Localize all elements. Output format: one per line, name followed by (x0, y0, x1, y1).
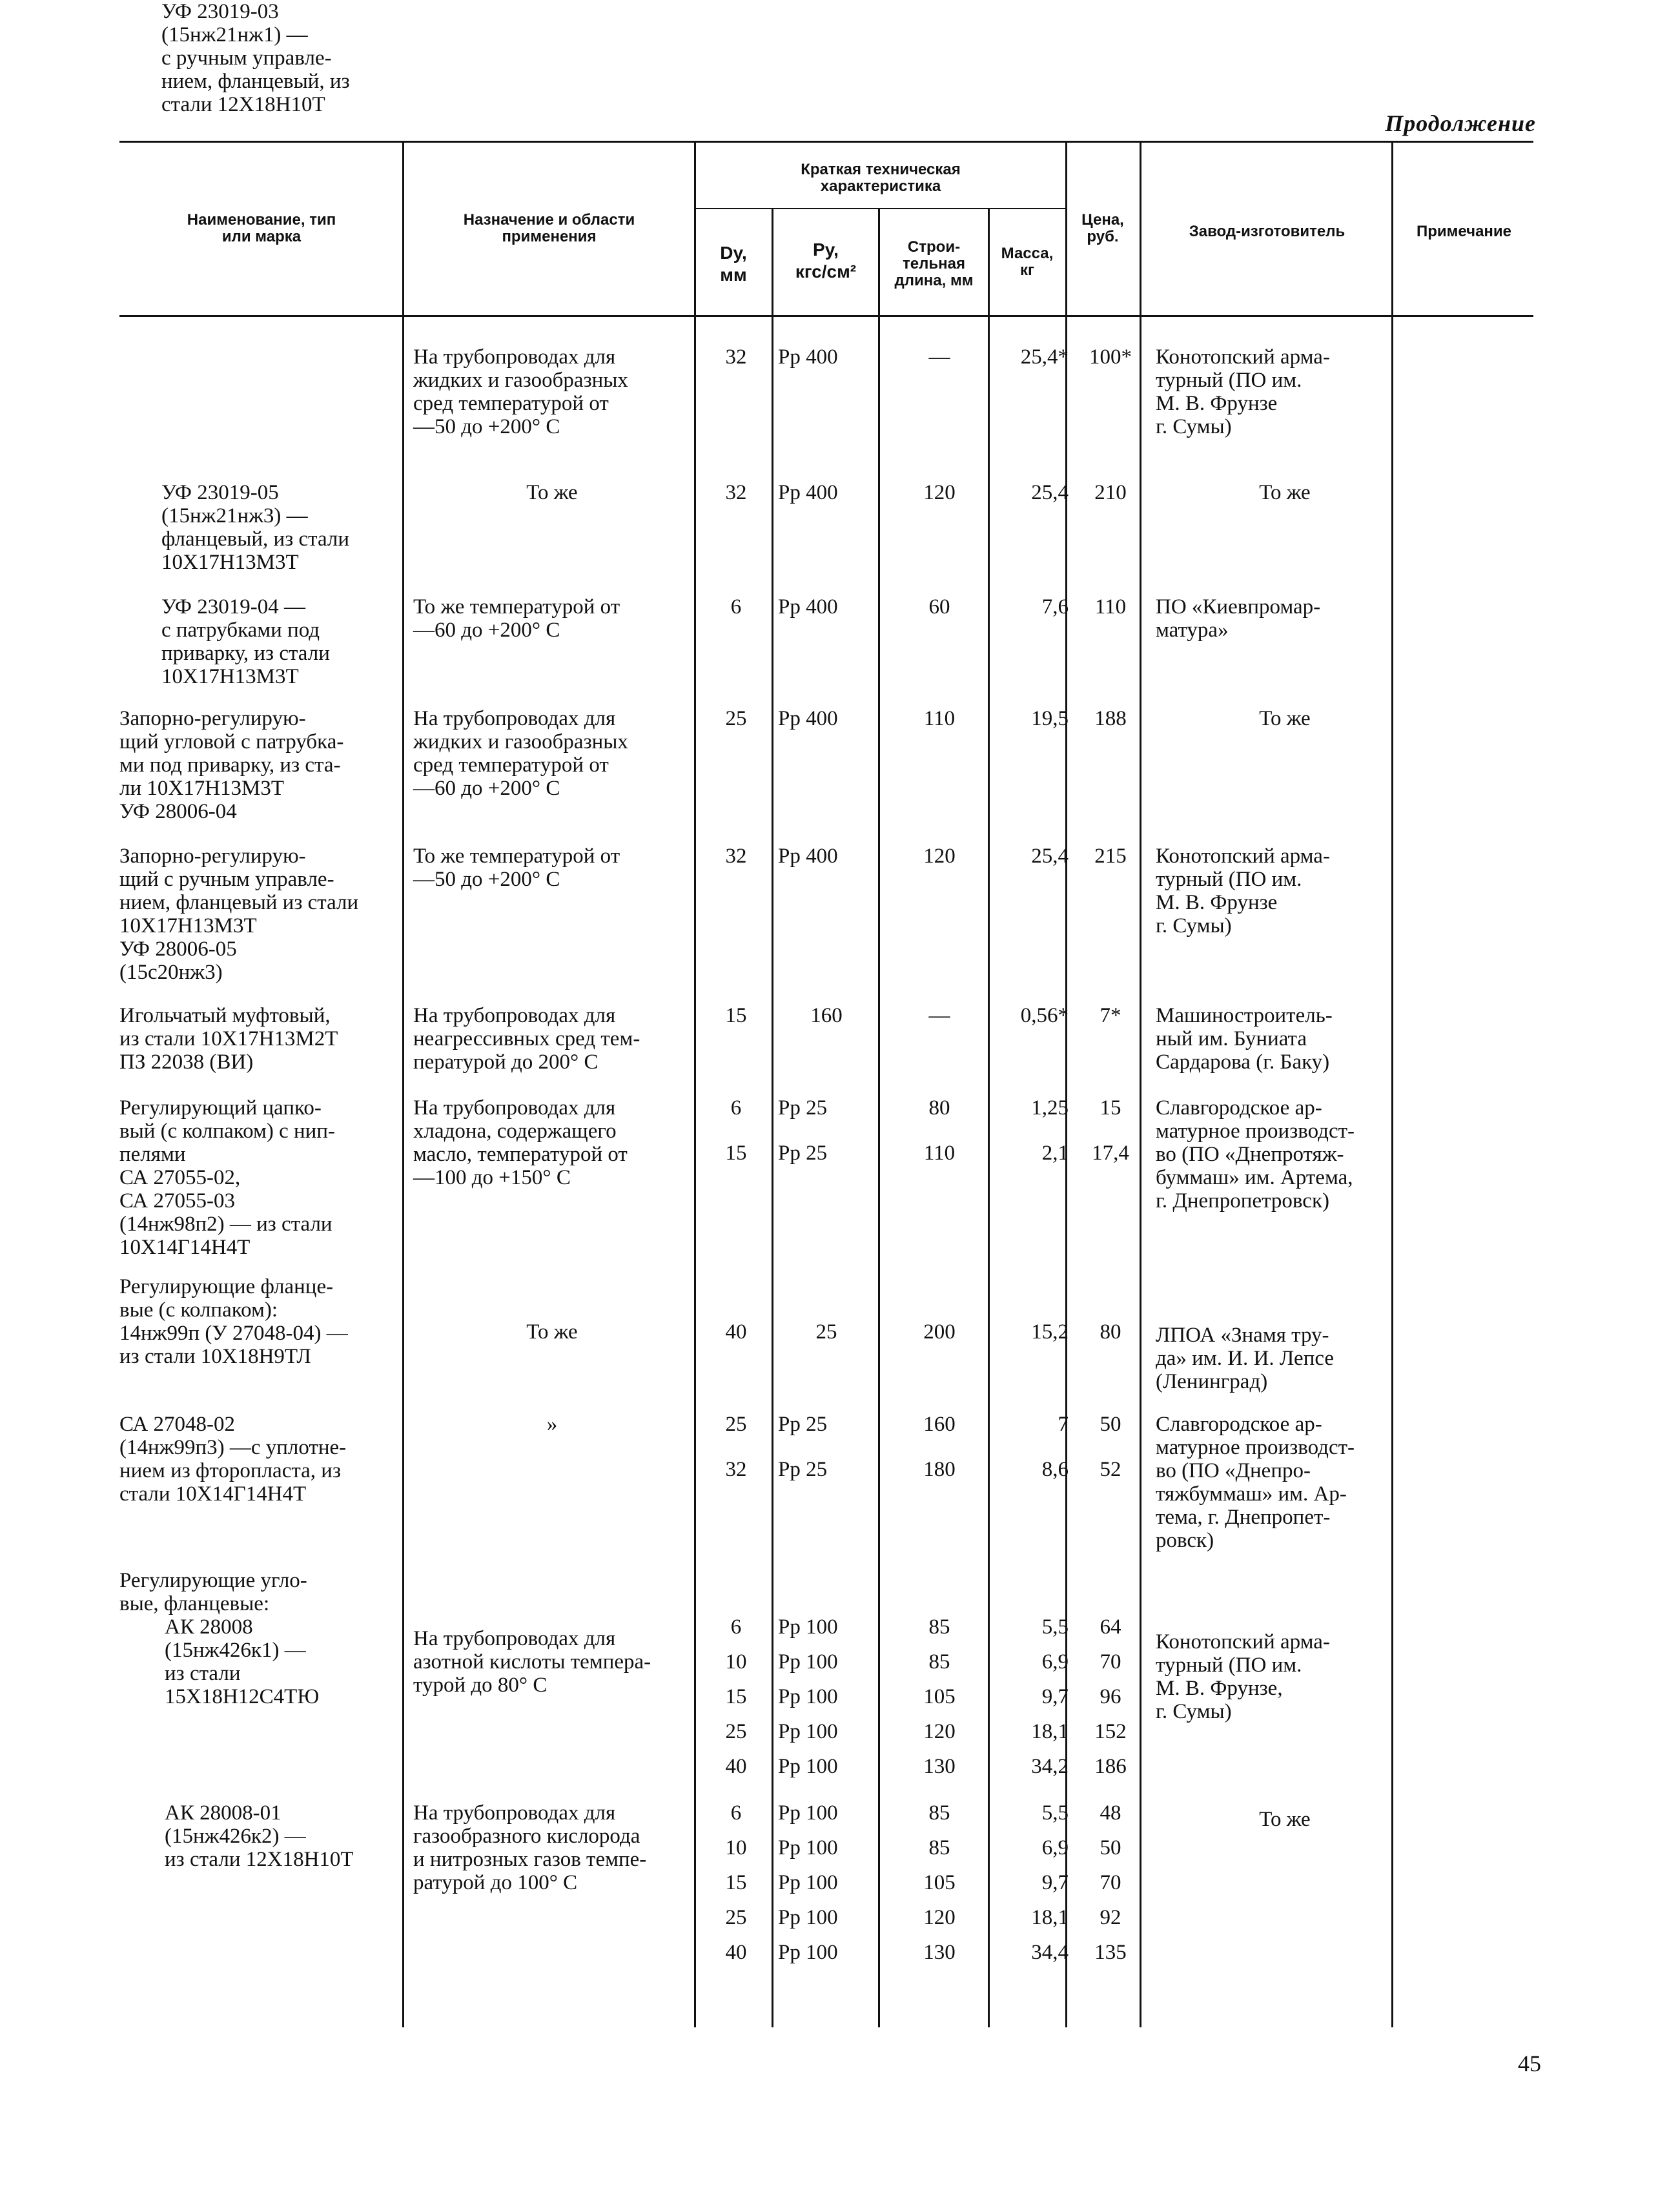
cell-price: 186 (1094, 1755, 1127, 1778)
cell-mass: 15,2 (1031, 1320, 1069, 1344)
cell-mass: 9,7 (1041, 1685, 1069, 1708)
cell-py: Pр 25 (778, 1413, 828, 1436)
cell-length: 120 (923, 845, 956, 868)
cell-py: 25 (815, 1320, 837, 1344)
table-top-rule (119, 141, 1533, 143)
cell-length: 80 (928, 1096, 950, 1120)
cell-length: 85 (928, 1615, 950, 1639)
header-tech-group: Краткая техническая характеристика (801, 161, 961, 195)
cell-dy: 10 (725, 1836, 747, 1859)
header-length: Строи- тельная длина, мм (894, 238, 974, 289)
cell-py: Pр 100 (778, 1650, 838, 1674)
cell-length: 105 (923, 1685, 956, 1708)
cell-price: 152 (1094, 1720, 1127, 1743)
header-purpose: Назначение и области применения (463, 211, 635, 245)
cell-price: 210 (1094, 481, 1127, 504)
cell-price: 188 (1094, 707, 1127, 730)
cell-mass: 7 (1058, 1413, 1069, 1436)
entry-name: Запорно-регулирую- щий угловой с патрубка- ми под приварку, из ста- ли 10Х17Н13М3Т УФ 28006-04 (119, 707, 344, 823)
cell-length: 180 (923, 1458, 956, 1481)
cell-price: 110 (1094, 595, 1127, 619)
cell-length: 85 (928, 1836, 950, 1859)
cell-py: Pр 100 (778, 1941, 838, 1964)
cell-py: Pр 400 (778, 345, 838, 369)
cell-dy: 6 (730, 595, 742, 619)
cell-mass: 0,56* (1020, 1004, 1069, 1027)
cell-dy: 25 (725, 1720, 747, 1743)
cell-length: 85 (928, 1801, 950, 1825)
cell-length: 85 (928, 1650, 950, 1674)
cell-dy: 6 (730, 1615, 742, 1639)
cell-price: 7* (1100, 1004, 1121, 1027)
cell-length: 105 (923, 1871, 956, 1894)
cell-mass: 25,4* (1020, 345, 1069, 369)
cell-price: 80 (1100, 1320, 1121, 1344)
entry-purpose: На трубопроводах для неагрессивных сред тем- пературой до 200° С (413, 1004, 640, 1074)
header-name: Наименование, тип или марка (187, 211, 336, 245)
cell-dy: 40 (725, 1941, 747, 1964)
cell-price: 100* (1089, 345, 1132, 369)
cell-dy: 25 (725, 1413, 747, 1436)
cell-mass: 34,2 (1031, 1755, 1069, 1778)
cell-price: 64 (1100, 1615, 1121, 1639)
cell-dy: 32 (725, 481, 747, 504)
header-dy: Dу, мм (720, 243, 747, 285)
header-bottom-rule (119, 315, 1533, 317)
cell-mass: 1,25 (1031, 1096, 1069, 1120)
cell-py: Pр 100 (778, 1720, 838, 1743)
cell-py: Pр 25 (778, 1142, 828, 1165)
entry-maker: Славгородское ар- матурное производст- во (ПО «Днепро- тяжбуммаш» им. Ар- тема, г. Днепропет- ровск) (1156, 1413, 1355, 1552)
entry-maker: Славгородское ар- матурное производст- во (ПО «Днепротяж- буммаш» им. Артема, г. Днепропетровск) (1156, 1096, 1355, 1213)
cell-length: 200 (923, 1320, 956, 1344)
cell-dy: 10 (725, 1650, 747, 1674)
cell-py: 160 (810, 1004, 843, 1027)
entry-purpose: На трубопроводах для газообразного кислорода и нитрозных газов темпе- ратурой до 100° С (413, 1801, 647, 1894)
cell-length: — (928, 1004, 950, 1027)
entry-name: АК 28008 (15нж426к1) — из стали 15Х18Н12С4ТЮ (165, 1615, 320, 1708)
cell-dy: 32 (725, 1458, 747, 1481)
cell-py: Pр 400 (778, 481, 838, 504)
cell-mass: 25,4 (1031, 481, 1069, 504)
cell-mass: 8,6 (1041, 1458, 1069, 1481)
col-divider-4 (878, 209, 880, 2027)
cell-length: 130 (923, 1941, 956, 1964)
cell-length: 120 (923, 1906, 956, 1929)
header-py: Pу, кгс/см² (795, 240, 857, 282)
entry-name: АК 28008-01 (15нж426к2) — из стали 12Х18Н10Т (165, 1801, 354, 1871)
cell-py: Pр 100 (778, 1755, 838, 1778)
entry-purpose: На трубопроводах для жидких и газообразных сред температурой от —50 до +200° С (413, 345, 628, 438)
cell-dy: 40 (725, 1320, 747, 1344)
cell-price: 50 (1100, 1836, 1121, 1859)
cell-price: 70 (1100, 1871, 1121, 1894)
entry-name: Запорно-регулирую- щий с ручным управле- нием, фланцевый из стали 10Х17Н13М3Т УФ 28006-05 (15с20нж3) (119, 845, 359, 984)
cell-length: 130 (923, 1755, 956, 1778)
entry-name: УФ 23019-04 — с патрубками под приварку, из стали 10Х17Н13М3Т (161, 595, 330, 688)
entry-name: Регулирующий цапко- вый (с колпаком) с нип- пелями СА 27055-02, СА 27055-03 (14нж98п2) — из стали 10Х14Г14Н4Т (119, 1096, 335, 1259)
cell-mass: 34,4 (1031, 1941, 1069, 1964)
cell-price: 48 (1100, 1801, 1121, 1825)
page-number: 45 (1518, 2051, 1541, 2076)
cell-mass: 25,4 (1031, 845, 1069, 868)
cell-length: — (928, 345, 950, 369)
cell-py: Pр 100 (778, 1906, 838, 1929)
cell-py: Pр 100 (778, 1685, 838, 1708)
cell-price: 135 (1094, 1941, 1127, 1964)
cell-dy: 25 (725, 1906, 747, 1929)
cell-mass: 6,9 (1041, 1650, 1069, 1674)
cell-mass: 19,5 (1031, 707, 1069, 730)
cell-mass: 18,1 (1031, 1906, 1069, 1929)
entry-name: УФ 23019-03 (15нж21нж1) — с ручным управле- нием, фланцевый, из стали 12Х18Н10Т (161, 0, 350, 116)
entry-group-title: Регулирующие угло- вые, фланцевые: (119, 1569, 307, 1615)
cell-py: Pр 100 (778, 1871, 838, 1894)
header-mass: Масса, кг (1001, 245, 1054, 279)
cell-price: 96 (1100, 1685, 1121, 1708)
entry-maker: Конотопский арма- турный (ПО им. М. В. Фрунзе г. Сумы) (1156, 345, 1330, 438)
entry-purpose: То же температурой от —60 до +200° С (413, 595, 620, 642)
header-note: Примечание (1416, 223, 1512, 240)
cell-dy: 15 (725, 1871, 747, 1894)
cell-length: 160 (923, 1413, 956, 1436)
cell-dy: 25 (725, 707, 747, 730)
cell-length: 110 (923, 707, 956, 730)
cell-py: Pр 400 (778, 595, 838, 619)
cell-py: Pр 25 (778, 1096, 828, 1120)
col-divider-7 (1140, 142, 1141, 2027)
cell-dy: 15 (725, 1685, 747, 1708)
cell-dy: 32 (725, 345, 747, 369)
cell-py: Pр 100 (778, 1836, 838, 1859)
cell-mass: 2,1 (1041, 1142, 1069, 1165)
cell-price: 50 (1100, 1413, 1121, 1436)
cell-length: 110 (923, 1142, 956, 1165)
cell-price: 52 (1100, 1458, 1121, 1481)
entry-maker: То же (1259, 1808, 1311, 1831)
entry-maker: То же (1259, 707, 1311, 730)
entry-purpose: » (546, 1413, 558, 1436)
cell-dy: 15 (725, 1142, 747, 1165)
cell-dy: 40 (725, 1755, 747, 1778)
cell-py: Pр 100 (778, 1615, 838, 1639)
col-divider-1 (402, 142, 404, 2027)
entry-purpose: То же (526, 481, 578, 504)
cell-mass: 5,5 (1041, 1615, 1069, 1639)
cell-py: Pр 400 (778, 845, 838, 868)
col-divider-2 (694, 142, 696, 2027)
cell-py: Pр 400 (778, 707, 838, 730)
col-divider-3 (772, 209, 773, 2027)
cell-py: Pр 100 (778, 1801, 838, 1825)
cell-mass: 9,7 (1041, 1871, 1069, 1894)
cell-dy: 6 (730, 1801, 742, 1825)
header-maker: Завод-изготовитель (1189, 223, 1345, 240)
entry-maker: Конотопский арма- турный (ПО им. М. В. Фрунзе г. Сумы) (1156, 845, 1330, 937)
cell-length: 120 (923, 1720, 956, 1743)
cell-price: 215 (1094, 845, 1127, 868)
cell-length: 60 (928, 595, 950, 619)
cell-dy: 6 (730, 1096, 742, 1120)
entry-maker: ПО «Киевпромар- матура» (1156, 595, 1321, 642)
cell-mass: 18,1 (1031, 1720, 1069, 1743)
col-divider-6 (1065, 142, 1067, 2027)
entry-purpose: На трубопроводах для жидких и газообразных сред температурой от —60 до +200° С (413, 707, 628, 800)
cell-dy: 32 (725, 845, 747, 868)
continuation-label: Продолжение (1385, 110, 1536, 136)
cell-price: 92 (1100, 1906, 1121, 1929)
cell-length: 120 (923, 481, 956, 504)
entry-name: Регулирующие фланце- вые (с колпаком): 14нж99п (У 27048-04) — из стали 10Х18Н9ТЛ (119, 1275, 348, 1368)
entry-purpose: То же температурой от —50 до +200° С (413, 845, 620, 891)
entry-maker: То же (1259, 481, 1311, 504)
cell-py: Pр 25 (778, 1458, 828, 1481)
entry-purpose: На трубопроводах для хладона, содержащего масло, температурой от —100 до +150° С (413, 1096, 628, 1189)
cell-price: 70 (1100, 1650, 1121, 1674)
cell-mass: 6,9 (1041, 1836, 1069, 1859)
cell-price: 17,4 (1092, 1142, 1129, 1165)
entry-purpose: То же (526, 1320, 578, 1344)
entry-name: СА 27048-02 (14нж99п3) —с уплотне- нием из фторопласта, из стали 10Х14Г14Н4Т (119, 1413, 347, 1506)
cell-mass: 7,6 (1041, 595, 1069, 619)
cell-dy: 15 (725, 1004, 747, 1027)
entry-purpose: На трубопроводах для азотной кислоты темпера- турой до 80° С (413, 1627, 651, 1697)
cell-mass: 5,5 (1041, 1801, 1069, 1825)
entry-maker: Машиностроитель- ный им. Буниата Сардарова (г. Баку) (1156, 1004, 1333, 1074)
entry-name: УФ 23019-05 (15нж21нж3) — фланцевый, из стали 10Х17Н13М3Т (161, 481, 350, 574)
entry-maker: Конотопский арма- турный (ПО им. М. В. Фрунзе, г. Сумы) (1156, 1630, 1330, 1723)
cell-price: 15 (1100, 1096, 1121, 1120)
entry-name: Игольчатый муфтовый, из стали 10Х17Н13М2Т ПЗ 22038 (ВИ) (119, 1004, 338, 1074)
header-price: Цена, руб. (1081, 211, 1124, 245)
entry-maker: ЛПОА «Знамя тру- да» им. И. И. Лепсе (Ленинград) (1156, 1324, 1335, 1393)
